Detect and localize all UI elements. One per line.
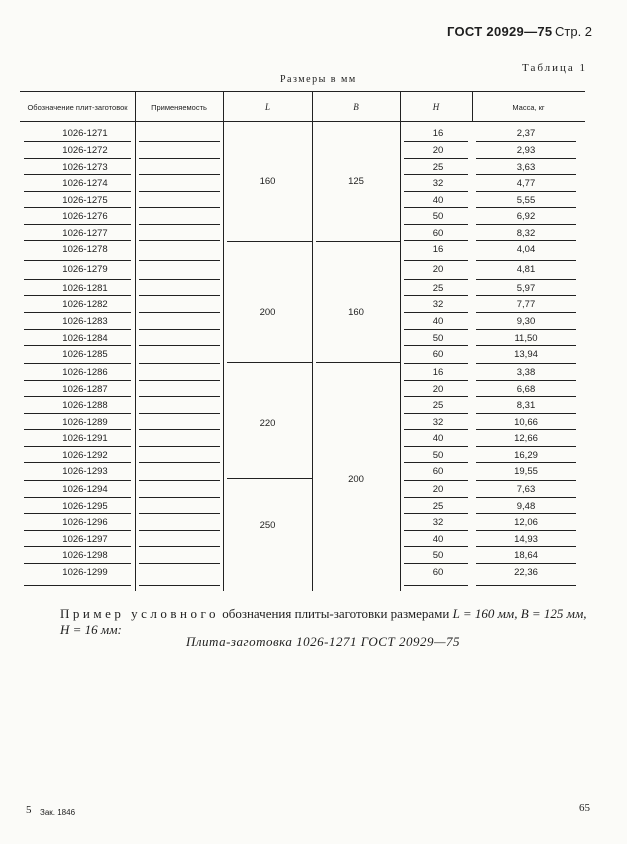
row-rule: [476, 295, 576, 296]
row-rule: [404, 480, 468, 481]
designation-cell: 1026-1271: [62, 128, 108, 139]
designation-cell: 1026-1284: [62, 333, 108, 344]
row-rule: [476, 224, 576, 225]
column-header-designation: Обозначение плит-заготовок: [27, 102, 128, 112]
row-rule: [139, 224, 220, 225]
row-rule: [404, 497, 468, 498]
row-rule: [476, 191, 576, 192]
page-number: Стр. 2: [555, 24, 593, 39]
b-group-rule: [316, 362, 400, 363]
row-rule: [404, 224, 468, 225]
h-cell: 50: [432, 333, 444, 344]
designation-cell: 1026-1292: [62, 450, 108, 461]
h-cell: 32: [432, 299, 444, 310]
units-note: Размеры в мм: [280, 74, 357, 85]
designation-cell: 1026-1278: [62, 244, 108, 255]
row-rule: [24, 396, 131, 397]
row-rule: [24, 497, 131, 498]
mass-cell: 2,93: [516, 145, 536, 156]
row-rule: [404, 158, 468, 159]
h-cell: 20: [432, 145, 444, 156]
designation-cell: 1026-1287: [62, 384, 108, 395]
designation-cell: 1026-1282: [62, 299, 108, 310]
row-rule: [24, 295, 131, 296]
row-rule: [404, 174, 468, 175]
mass-cell: 4,77: [516, 178, 536, 189]
row-rule: [404, 563, 468, 564]
h-cell: 20: [432, 264, 444, 275]
designation-cell: 1026-1295: [62, 501, 108, 512]
mass-cell: 5,97: [516, 283, 536, 294]
column-header-application: Применяемость: [151, 102, 207, 112]
example-dims-2: H = 16 мм:: [60, 622, 122, 637]
row-rule: [404, 380, 468, 381]
mass-cell: 12,06: [514, 517, 538, 528]
row-rule: [476, 429, 576, 430]
row-rule: [139, 345, 220, 346]
row-rule: [139, 480, 220, 481]
row-rule: [404, 462, 468, 463]
row-rule: [404, 240, 468, 241]
row-rule: [476, 530, 576, 531]
l-group-rule: [227, 478, 312, 479]
row-rule: [404, 530, 468, 531]
row-rule: [24, 446, 131, 447]
h-cell: 50: [432, 550, 444, 561]
h-cell: 32: [432, 178, 444, 189]
designation-cell: 1026-1294: [62, 484, 108, 495]
row-rule: [139, 563, 220, 564]
row-rule: [139, 413, 220, 414]
row-rule: [139, 530, 220, 531]
b-group-rule: [316, 241, 400, 242]
row-rule: [404, 546, 468, 547]
b-value: 200: [348, 474, 364, 485]
row-rule: [404, 345, 468, 346]
example-designation: Плита-заготовка 1026-1271 ГОСТ 20929—75: [186, 634, 461, 649]
row-rule: [476, 513, 576, 514]
row-rule: [139, 396, 220, 397]
row-rule: [139, 295, 220, 296]
footer-left-number: 5: [26, 804, 32, 816]
mass-cell: 18,64: [514, 550, 538, 561]
b-value: 125: [348, 176, 364, 187]
col-divider: [312, 91, 313, 591]
row-rule: [476, 240, 576, 241]
mass-cell: 8,32: [516, 228, 536, 239]
mass-cell: 10,66: [514, 417, 538, 428]
row-rule: [24, 329, 131, 330]
row-rule: [139, 497, 220, 498]
mass-cell: 9,30: [516, 316, 536, 327]
h-cell: 16: [432, 367, 444, 378]
example-prefix: Пример условного: [60, 606, 219, 621]
designation-cell: 1026-1299: [62, 567, 108, 578]
row-rule: [476, 329, 576, 330]
row-rule: [476, 279, 576, 280]
col-divider: [223, 91, 224, 591]
h-cell: 25: [432, 400, 444, 411]
l-group-rule: [227, 241, 312, 242]
row-rule: [476, 480, 576, 481]
mass-cell: 19,55: [514, 466, 538, 477]
designation-cell: 1026-1277: [62, 228, 108, 239]
row-rule: [404, 191, 468, 192]
h-cell: 32: [432, 417, 444, 428]
h-cell: 60: [432, 567, 444, 578]
designation-cell: 1026-1273: [62, 162, 108, 173]
row-rule: [404, 446, 468, 447]
row-rule: [139, 141, 220, 142]
designation-cell: 1026-1274: [62, 178, 108, 189]
row-rule: [139, 513, 220, 514]
row-rule: [404, 279, 468, 280]
row-rule: [476, 380, 576, 381]
b-value: 160: [348, 307, 364, 318]
row-rule: [139, 174, 220, 175]
row-rule: [24, 513, 131, 514]
row-rule: [139, 158, 220, 159]
row-rule: [404, 513, 468, 514]
mass-cell: 6,92: [516, 211, 536, 222]
row-rule: [24, 413, 131, 414]
h-cell: 20: [432, 484, 444, 495]
h-cell: 40: [432, 534, 444, 545]
row-rule: [476, 497, 576, 498]
row-rule: [404, 413, 468, 414]
designation-cell: 1026-1276: [62, 211, 108, 222]
example-text: обозначения плиты-заготовки размерами: [222, 606, 450, 621]
row-rule: [476, 345, 576, 346]
designation-cell: 1026-1279: [62, 264, 108, 275]
h-cell: 25: [432, 501, 444, 512]
row-rule: [139, 191, 220, 192]
row-rule: [24, 312, 131, 313]
row-rule: [404, 396, 468, 397]
row-rule: [24, 174, 131, 175]
row-rule: [404, 585, 468, 586]
h-cell: 32: [432, 517, 444, 528]
row-rule: [476, 446, 576, 447]
designation-cell: 1026-1293: [62, 466, 108, 477]
row-rule: [24, 207, 131, 208]
row-rule: [404, 260, 468, 261]
h-cell: 40: [432, 316, 444, 327]
h-cell: 25: [432, 162, 444, 173]
l-value: 220: [259, 418, 276, 429]
designation-cell: 1026-1291: [62, 433, 108, 444]
row-rule: [139, 279, 220, 280]
mass-cell: 8,31: [516, 400, 536, 411]
footer-right-number: 65: [579, 802, 590, 814]
mass-cell: 7,63: [516, 484, 536, 495]
table-label: Таблица 1: [522, 62, 588, 74]
row-rule: [24, 224, 131, 225]
h-cell: 16: [432, 244, 444, 255]
row-rule: [476, 260, 576, 261]
row-rule: [24, 563, 131, 564]
row-rule: [24, 429, 131, 430]
row-rule: [24, 462, 131, 463]
column-header-l: L: [264, 102, 270, 112]
column-header-h: H: [432, 102, 440, 112]
row-rule: [24, 141, 131, 142]
mass-cell: 5,55: [516, 195, 536, 206]
mass-cell: 11,50: [514, 333, 538, 344]
mass-cell: 6,68: [516, 384, 536, 395]
example-dims-1: L = 160 мм, B = 125 мм,: [452, 606, 587, 621]
mass-cell: 3,38: [516, 367, 536, 378]
row-rule: [476, 312, 576, 313]
h-cell: 20: [432, 384, 444, 395]
row-rule: [24, 530, 131, 531]
row-rule: [24, 279, 131, 280]
row-rule: [139, 429, 220, 430]
row-rule: [476, 396, 576, 397]
row-rule: [139, 462, 220, 463]
designation-cell: 1026-1297: [62, 534, 108, 545]
row-rule: [476, 413, 576, 414]
row-rule: [404, 429, 468, 430]
designation-cell: 1026-1289: [62, 417, 108, 428]
designation-cell: 1026-1283: [62, 316, 108, 327]
designation-cell: 1026-1288: [62, 400, 108, 411]
row-rule: [139, 312, 220, 313]
mass-cell: 2,37: [516, 128, 536, 139]
mass-cell: 9,48: [516, 501, 536, 512]
row-rule: [404, 329, 468, 330]
row-rule: [476, 363, 576, 364]
designation-cell: 1026-1272: [62, 145, 108, 156]
h-cell: 60: [432, 466, 444, 477]
designation-cell: 1026-1298: [62, 550, 108, 561]
designation-cell: 1026-1285: [62, 349, 108, 360]
mass-cell: 22,36: [514, 567, 538, 578]
row-rule: [24, 345, 131, 346]
row-rule: [476, 174, 576, 175]
row-rule: [24, 240, 131, 241]
mass-cell: 4,04: [516, 244, 536, 255]
row-rule: [476, 462, 576, 463]
row-rule: [24, 380, 131, 381]
l-group-rule: [227, 362, 312, 363]
row-rule: [139, 363, 220, 364]
mass-cell: 16,29: [514, 450, 538, 461]
h-cell: 16: [432, 128, 444, 139]
l-value: 200: [259, 307, 276, 318]
h-cell: 40: [432, 195, 444, 206]
row-rule: [139, 585, 220, 586]
mass-cell: 4,81: [516, 264, 536, 275]
mass-cell: 3,63: [516, 162, 536, 173]
row-rule: [24, 158, 131, 159]
l-value: 250: [259, 520, 276, 531]
row-rule: [139, 546, 220, 547]
row-rule: [404, 363, 468, 364]
row-rule: [139, 380, 220, 381]
column-header-mass: Масса, кг: [512, 102, 545, 112]
designation-cell: 1026-1286: [62, 367, 108, 378]
row-rule: [24, 546, 131, 547]
mass-cell: 13,94: [514, 349, 538, 360]
mass-cell: 7,77: [516, 299, 536, 310]
row-rule: [404, 141, 468, 142]
l-value: 160: [259, 176, 276, 187]
row-rule: [139, 329, 220, 330]
designation-cell: 1026-1275: [62, 195, 108, 206]
mass-cell: 14,93: [514, 534, 538, 545]
row-rule: [139, 446, 220, 447]
column-header-b: B: [353, 102, 359, 112]
h-cell: 60: [432, 228, 444, 239]
col-divider: [135, 91, 136, 591]
designation-cell: 1026-1296: [62, 517, 108, 528]
row-rule: [476, 546, 576, 547]
row-rule: [476, 141, 576, 142]
h-cell: 25: [432, 283, 444, 294]
row-rule: [24, 585, 131, 586]
h-cell: 50: [432, 450, 444, 461]
h-cell: 60: [432, 349, 444, 360]
col-divider: [400, 91, 401, 591]
mass-cell: 12,66: [514, 433, 538, 444]
row-rule: [404, 295, 468, 296]
row-rule: [139, 240, 220, 241]
row-rule: [476, 207, 576, 208]
footer-order-number: Зак. 1846: [40, 808, 76, 817]
row-rule: [24, 191, 131, 192]
row-rule: [24, 480, 131, 481]
row-rule: [139, 207, 220, 208]
designation-cell: 1026-1281: [62, 283, 108, 294]
row-rule: [476, 563, 576, 564]
h-cell: 40: [432, 433, 444, 444]
row-rule: [476, 158, 576, 159]
document-code: ГОСТ 20929—75: [447, 24, 553, 39]
row-rule: [476, 585, 576, 586]
row-rule: [24, 363, 131, 364]
row-rule: [404, 207, 468, 208]
row-rule: [24, 260, 131, 261]
h-cell: 50: [432, 211, 444, 222]
row-rule: [404, 312, 468, 313]
row-rule: [139, 260, 220, 261]
